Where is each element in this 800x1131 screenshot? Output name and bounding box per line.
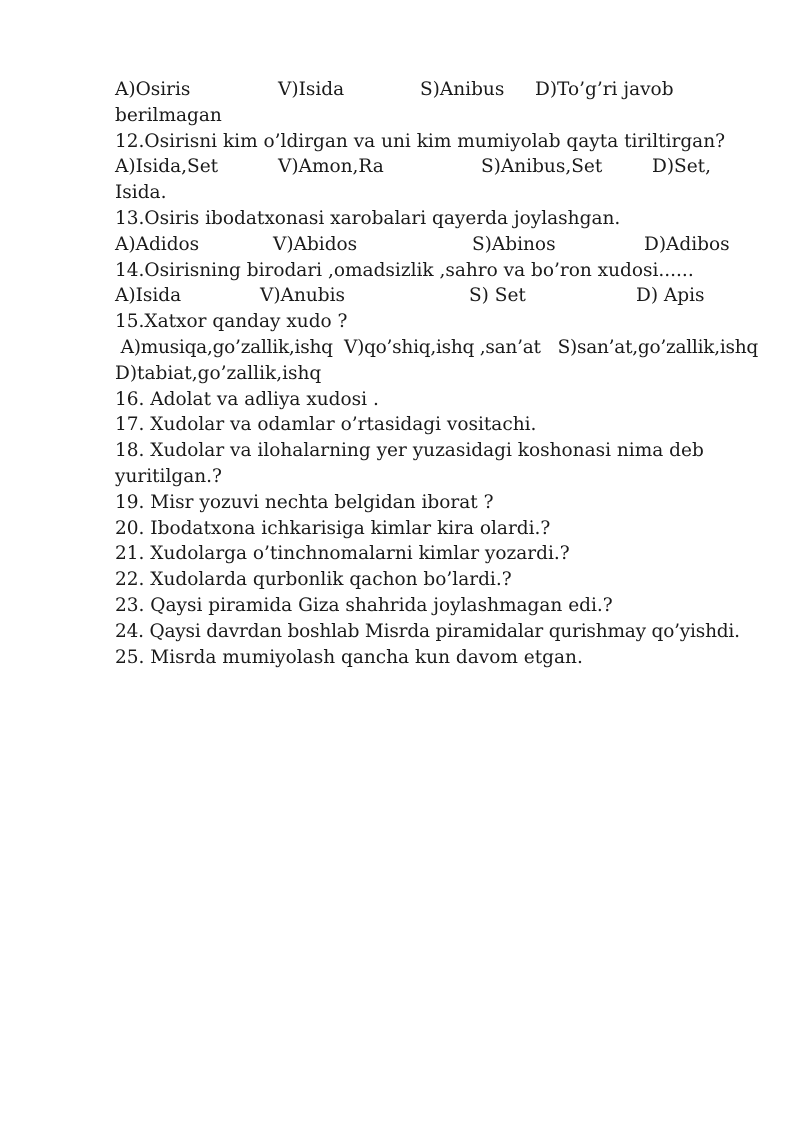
text-line: Isida. (115, 182, 167, 204)
question-21: 21. Xudolarga o’tinchnomalarni kimlar yozardi.? (115, 543, 570, 565)
option-v: V)Isida (278, 79, 345, 100)
question-25: 25. Misrda mumiyolash qancha kun davom etgan. (115, 646, 583, 668)
option-v: V)Anubis (260, 285, 346, 307)
answer-options-row (115, 283, 745, 309)
question-12: 12.Osirisni kim o’ldirgan va uni kim mumiyolab qayta tiriltirgan? (115, 130, 726, 152)
question-13: 13.Osiris ibodatxonasi xarobalari qayerda joylashgan. (115, 207, 621, 229)
question-17: 17. Xudolar va odamlar o’rtasidagi vositachi. (115, 414, 537, 436)
option-s: S)Anibus (420, 79, 505, 100)
answer-options-row (115, 77, 745, 103)
answer-options-row (115, 232, 745, 258)
question-19: 19. Misr yozuvi nechta belgidan iborat ? (115, 491, 494, 513)
option-s: S)Abinos (472, 233, 556, 255)
question-16: 16. Adolat va adliya xudosi . (115, 388, 379, 410)
question-23: 23. Qaysi piramida Giza shahrida joylashmagan edi.? (115, 594, 613, 616)
question-24: 24. Qaysi davrdan boshlab Misrda piramidalar qurishmay qo’yishdi. (115, 620, 740, 642)
option-s: S) Set (469, 285, 526, 307)
option-v: V)Abidos (273, 233, 358, 255)
option-a: A)Adidos (115, 233, 200, 255)
option-d: D)To’g’ri javob (535, 79, 674, 100)
answer-options-row (115, 154, 745, 180)
quiz-content (115, 77, 759, 670)
question-14: 14.Osirisning birodari ,omadsizlik ,sahro va bo’ron xudosi...... (115, 259, 694, 281)
option-a: A)Isida (115, 285, 182, 307)
question-18: 18. Xudolar va ilohalarning yer yuzasidagi koshonasi nima deb (115, 440, 704, 462)
question-15: 15.Xatxor qanday xudo ? (115, 311, 348, 333)
question-22: 22. Xudolarda qurbonlik qachon bo’lardi.? (115, 569, 512, 591)
text-line: yuritilgan.? (115, 465, 222, 487)
option-v: V)Amon,Ra (278, 156, 384, 178)
option-a: A)Isida,Set (115, 156, 219, 178)
option-d: D)Adibos (644, 233, 730, 255)
option-s: S)Anibus,Set (481, 156, 603, 178)
option-a: A)Osiris (115, 79, 191, 100)
option-d: D)Set, (652, 156, 711, 178)
answer-options-line: A)musiqa,go’zallik,ishq V)qo’shiq,ishq ,san’at S)san’at,go’zallik,ishq (115, 336, 759, 358)
answer-option-d: D)tabiat,go’zallik,ishq (115, 362, 322, 384)
option-d: D) Apis (636, 285, 705, 307)
question-20: 20. Ibodatxona ichkarisiga kimlar kira olardi.? (115, 517, 551, 539)
text-line: berilmagan (115, 104, 222, 126)
